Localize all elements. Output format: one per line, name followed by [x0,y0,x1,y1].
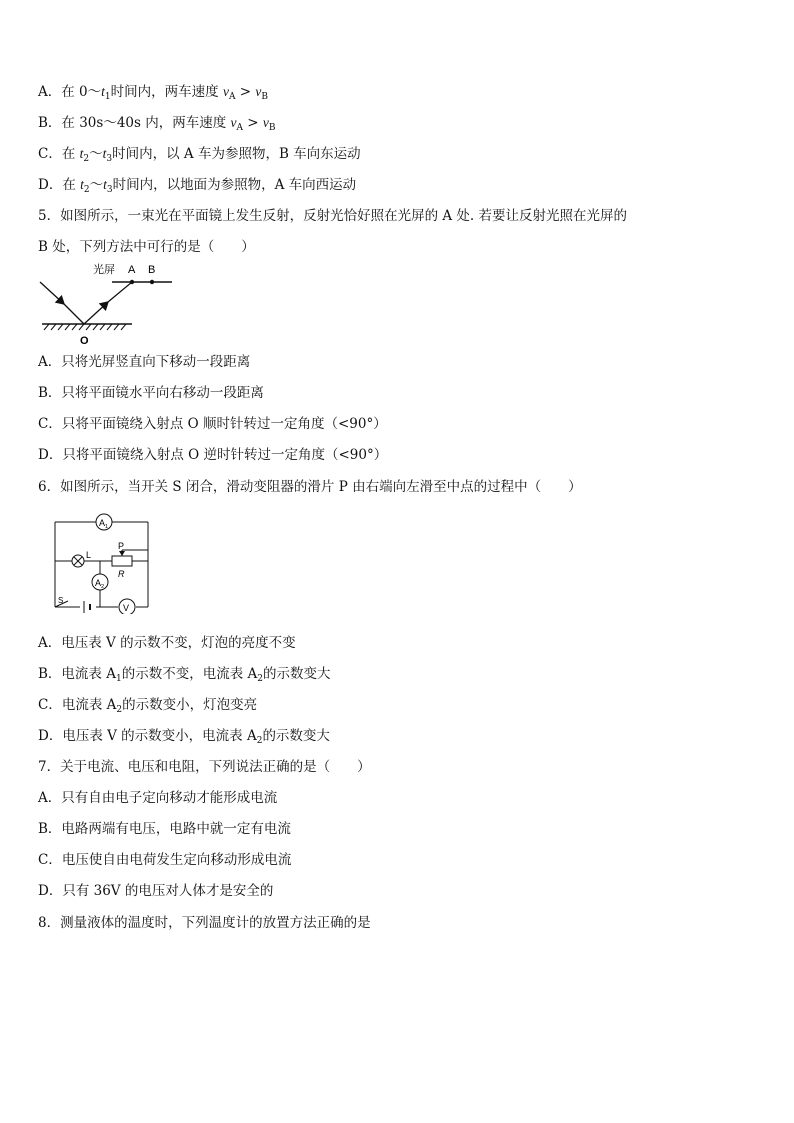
svg-text:A: A [99,518,106,528]
incident-ray [40,282,64,304]
q6-option-d: D．电压表 V 的示数变小，电流表 $A_2$的示数变大 [38,728,330,746]
svg-text:V: V [123,603,130,613]
screen-label: 光屏 [93,264,115,276]
label-b: B [148,264,156,276]
voltmeter-v [119,599,135,614]
q7-option-b: B．电路两端有电压，电路中就一定有电流 [38,821,291,837]
q5-option-b: B．只将平面镜水平向右移动一段距离 [38,385,264,401]
point-b [150,280,154,284]
ammeter-a1 [96,514,112,530]
q4-option-d: D．在 $t_2\sim t_3$时间内，以地面为参照物，A 车向西运动 [38,177,357,195]
battery [84,601,90,613]
q4-option-a: A．在 $0\sim t_1$时间内，两车速度 $v_A > v_B$ [38,84,268,102]
q7-option-c: C．电压使自由电荷发生定向移动形成电流 [38,852,292,868]
q5-stem-line-1: 5．如图所示，一束光在平面镜上发生反射，反射光恰好照在光屏的 A 处. 若要让反射光照在光屏的 [38,208,628,224]
q5-stem-line-2: B 处，下列方法中可行的是（ ） [38,239,255,255]
q7-stem: 7．关于电流、电压和电阻，下列说法正确的是（ ） [38,759,371,775]
q5-option-c: C．只将平面镜绕入射点 O 顺时针转过一定角度（<90°） [38,416,387,432]
circuit-diagram [52,510,156,614]
q6-option-b: B．电流表 $A_1$的示数不变，电流表 $A_2$的示数变大 [38,666,331,684]
svg-text:2: 2 [101,584,105,590]
q4-option-c: C．在 $t_2\sim t_3$时间内，以 A 车为参照物，B 车向东运动 [38,146,361,164]
plane-mirror [42,324,132,330]
label-o: O [80,335,89,346]
reflection-diagram [36,258,182,346]
q6-stem: 6．如图所示，当开关 S 闭合，滑动变阻器的滑片 P 由右端向左滑至中点的过程中（ ） [38,479,582,495]
ammeter-a2 [92,574,108,590]
q6-option-c: C．电流表 $A_2$的示数变小，灯泡变亮 [38,697,258,715]
q5-option-d: D．只将平面镜绕入射点 O 逆时针转过一定角度（<90°） [38,447,388,463]
q8-stem: 8．测量液体的温度时，下列温度计的放置方法正确的是 [38,915,371,931]
q4-option-b: B．在 30s～40s 内，两车速度 $v_A > v_B$ [38,115,276,133]
reflected-ray [84,302,108,324]
q7-option-a: A．只有自由电子定向移动才能形成电流 [38,790,278,806]
label-l: L [86,550,92,560]
point-a [130,280,134,284]
label-a: A [128,264,136,276]
q7-option-d: D．只有 36V 的电压对人体才是安全的 [38,883,274,899]
label-p: P [118,541,125,551]
label-s: S [58,596,64,605]
svg-text:1: 1 [105,524,109,530]
svg-text:A: A [95,578,102,588]
label-r: R [118,569,125,579]
q6-option-a: A．电压表 V 的示数不变，灯泡的亮度不变 [38,635,296,651]
lamp-l [72,555,84,567]
q5-option-a: A．只将光屏竖直向下移动一段距离 [38,354,251,370]
rheostat-r [112,556,132,566]
